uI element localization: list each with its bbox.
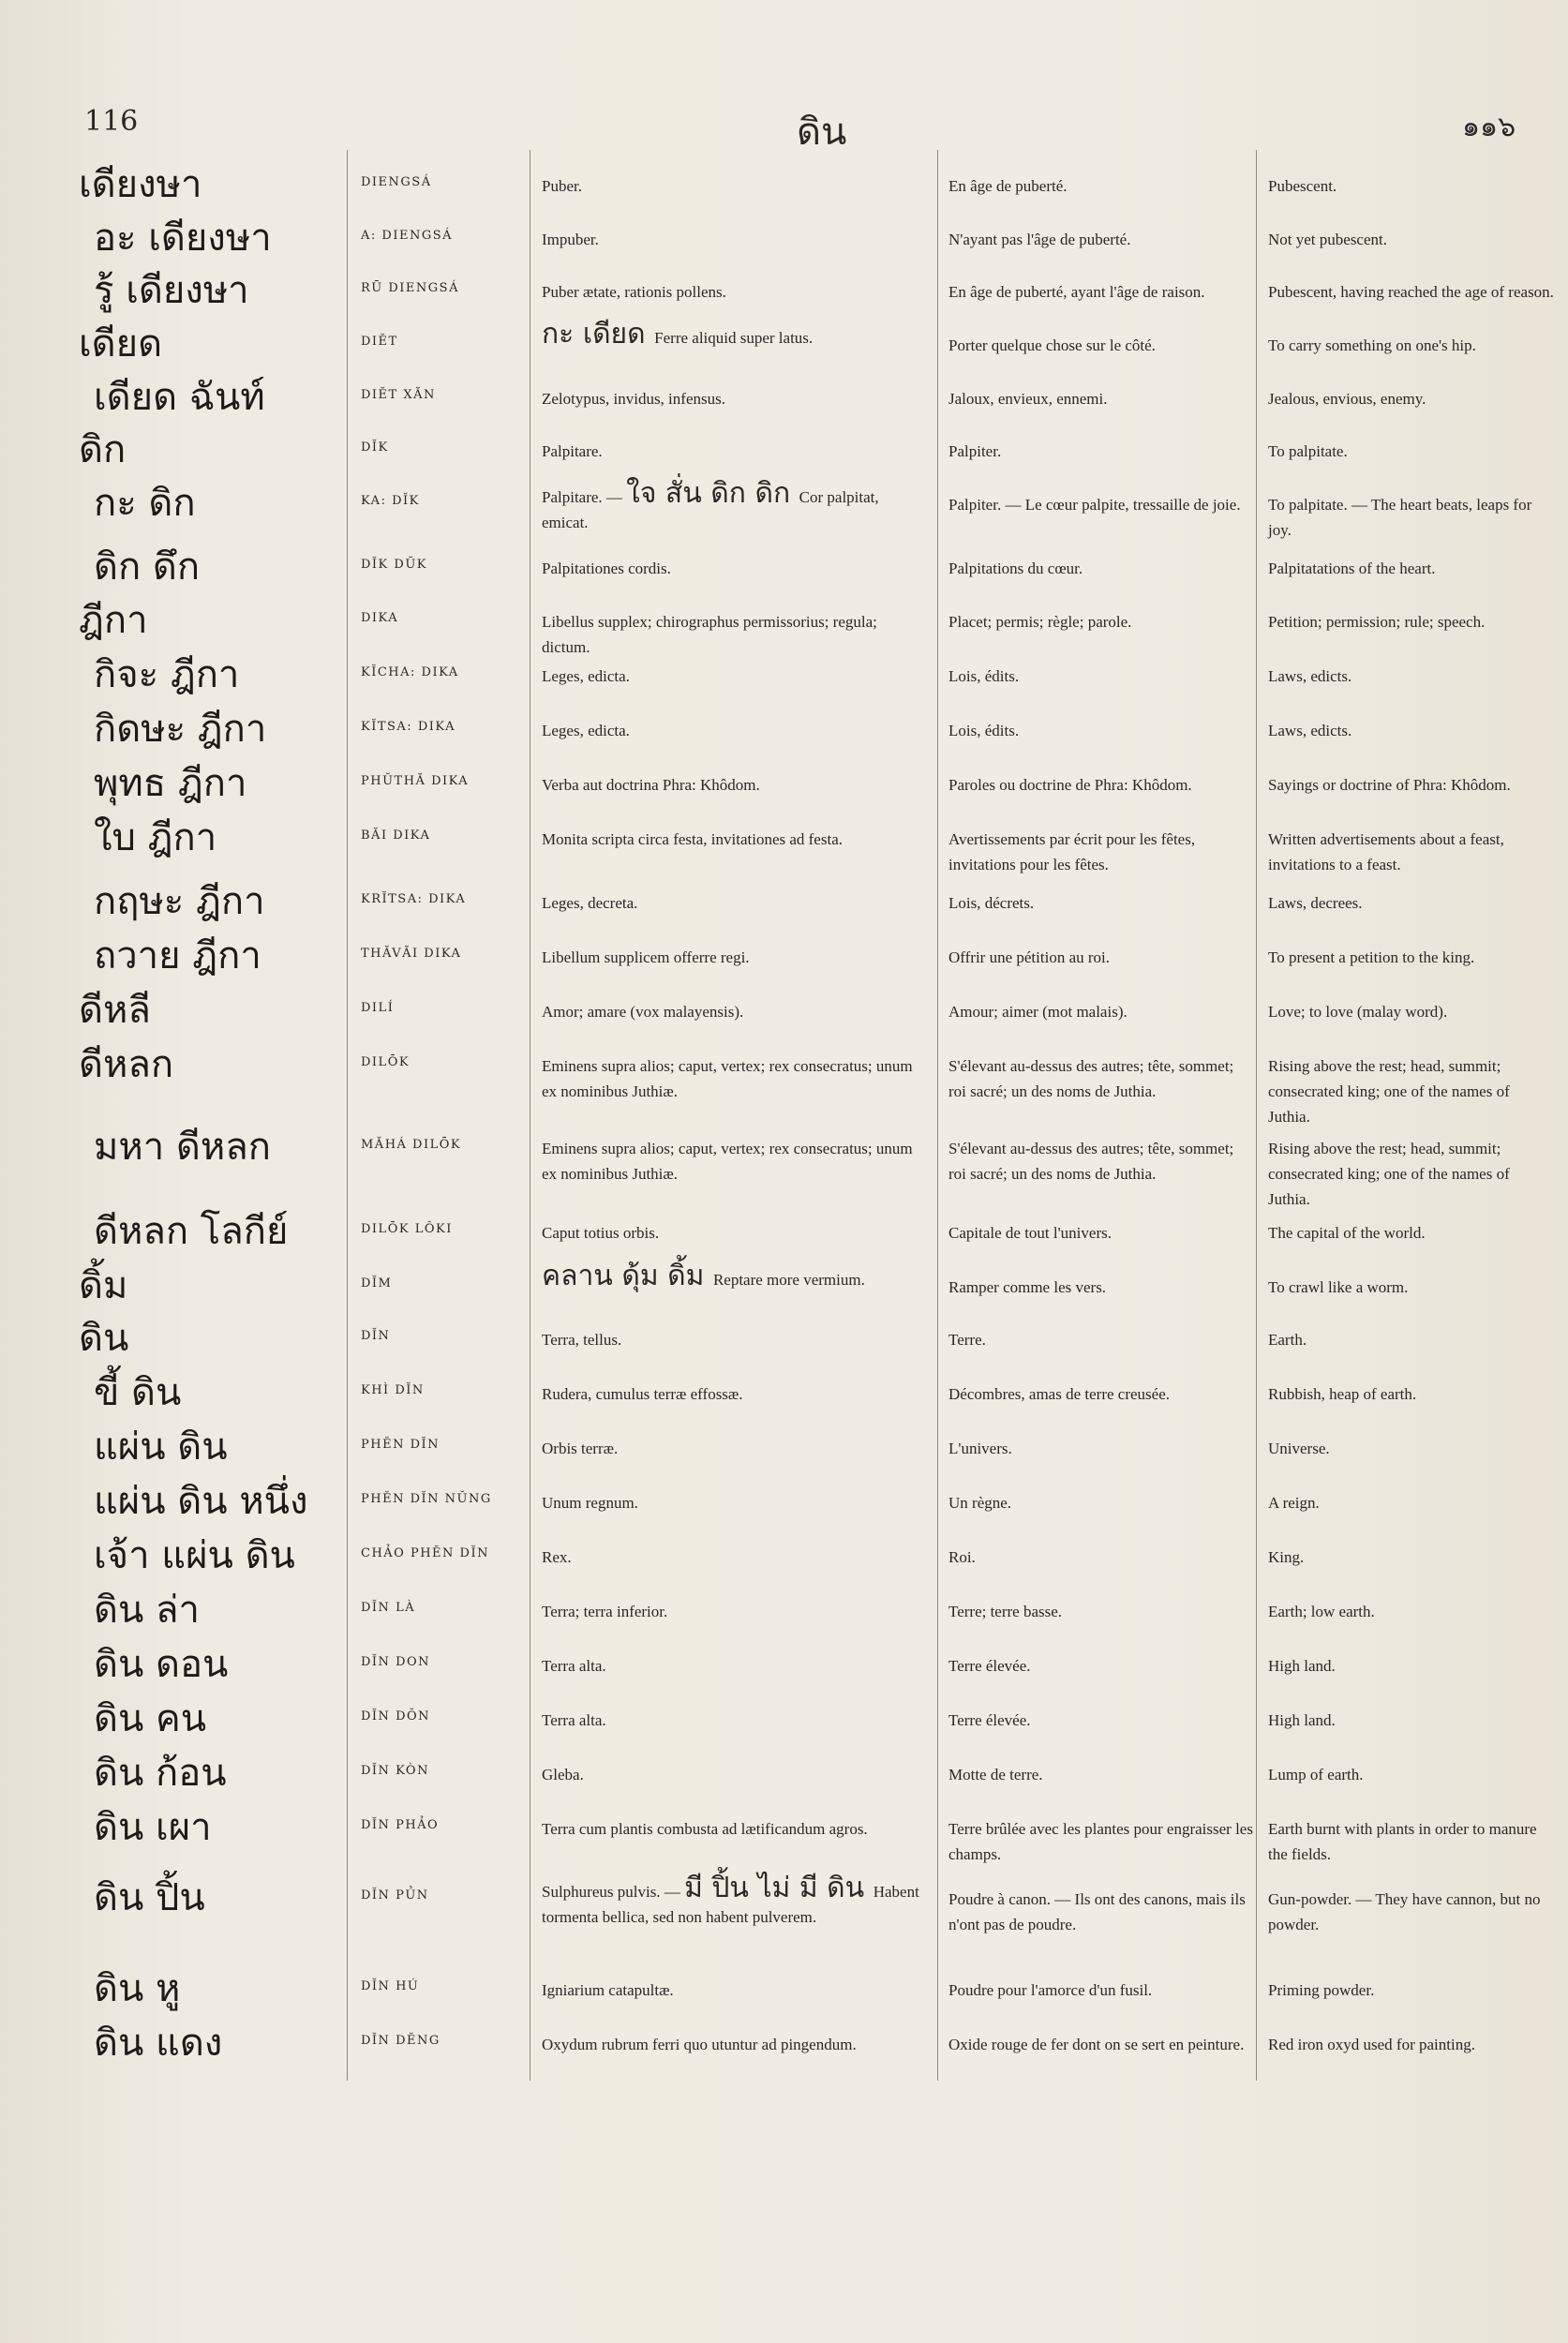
- french-definition: Palpiter.: [948, 442, 1002, 460]
- english-definition: Earth burnt with plants in order to manure the fields.: [1268, 1820, 1537, 1863]
- thai-headword: ดิน แดง: [94, 2022, 223, 2065]
- french-definition: S'élevant au-dessus des autres; tête, sommet; roi sacré; un des noms de Juthia.: [948, 1057, 1234, 1100]
- latin-text: Reptare more vermium.: [712, 1271, 865, 1289]
- thai-headword: แผ่น ดิน หนึ่ง: [94, 1480, 308, 1523]
- english-definition: High land.: [1268, 1657, 1336, 1675]
- latin-definition: [542, 556, 926, 581]
- english-definition: Sayings or doctrine of Phra: Khôdom.: [1268, 776, 1511, 794]
- romanization: DIKA: [361, 611, 399, 625]
- latin-text: Impuber.: [542, 231, 599, 248]
- romanization: DĬK DŬK: [361, 558, 427, 572]
- latin-text: Terra alta.: [542, 1711, 606, 1729]
- thai-headword: อะ เดียงษา: [94, 216, 272, 260]
- thai-headword: เดียด ฉันท์: [94, 376, 265, 419]
- english-definition: To palpitate.: [1268, 442, 1348, 460]
- latin-definition: [542, 1260, 926, 1292]
- english-definition: Rising above the rest; head, summit; consecrated king; one of the names of Juthia.: [1268, 1140, 1510, 1208]
- latin-text: Palpitare.: [542, 442, 603, 460]
- latin-text: Puber.: [542, 177, 582, 195]
- latin-definition: [542, 1436, 926, 1461]
- latin-text: Leges, decreta.: [542, 894, 638, 912]
- french-definition: Terre élevée.: [948, 1657, 1031, 1675]
- thai-headword: เจ้า แผ่น ดิน: [94, 1534, 295, 1577]
- french-definition: L'univers.: [948, 1440, 1012, 1457]
- latin-definition: [542, 1977, 926, 2003]
- english-definition: Rising above the rest; head, summit; consecrated king; one of the names of Juthia.: [1268, 1057, 1510, 1126]
- thai-headword: มหา ดีหลก: [94, 1126, 271, 1169]
- french-definition: S'élevant au-dessus des autres; tête, sommet; roi sacré; un des noms de Juthia.: [948, 1140, 1234, 1183]
- latin-text: Verba aut doctrina Phra: Khôdom.: [542, 776, 760, 794]
- latin-definition: [542, 318, 926, 351]
- latin-text: Eminens supra alios; caput, vertex; rex consecratus; unum ex nominibus Juthiæ.: [542, 1140, 913, 1183]
- thai-headword: แผ่น ดิน: [94, 1425, 228, 1469]
- french-definition: Porter quelque chose sur le côté.: [948, 336, 1156, 354]
- french-definition: N'ayant pas l'âge de puberté.: [948, 231, 1131, 248]
- romanization: CHẢO PHĔN DĬN: [361, 1546, 489, 1560]
- latin-definition: [542, 477, 926, 535]
- french-definition: En âge de puberté, ayant l'âge de raison.: [948, 283, 1205, 301]
- thai-headword: ฎีกา: [79, 599, 148, 642]
- latin-definition: [542, 386, 926, 411]
- latin-text: Terra alta.: [542, 1657, 606, 1675]
- latin-prefix: Sulphureus pulvis. —: [542, 1883, 685, 1901]
- thai-headword: ดิก ดึก: [94, 545, 201, 589]
- romanization: KA: DĬK: [361, 494, 420, 508]
- romanization: DĬN PỦN: [361, 1888, 429, 1903]
- latin-definition: [542, 1381, 926, 1407]
- french-definition: Terre.: [948, 1331, 986, 1349]
- latin-text: Caput totius orbis.: [542, 1224, 660, 1242]
- latin-definition: [542, 1136, 926, 1186]
- french-definition: Amour; aimer (mot malais).: [948, 1003, 1127, 1021]
- thai-headword: กิดษะ ฎีกา: [94, 708, 267, 751]
- romanization: DĬN PHẢO: [361, 1818, 440, 1832]
- romanization: DIENGSÁ: [361, 175, 432, 189]
- romanization: KĬTSA: DIKA: [361, 720, 455, 734]
- latin-text: Amor; amare (vox malayensis).: [542, 1003, 744, 1021]
- latin-definition: [542, 999, 926, 1024]
- latin-definition: [542, 1599, 926, 1624]
- latin-text: Unum regnum.: [542, 1494, 638, 1512]
- english-definition: Laws, edicts.: [1268, 667, 1352, 685]
- romanization: DĬM: [361, 1276, 393, 1291]
- latin-text: Libellus supplex; chirographus permissorius; regula; dictum.: [542, 613, 877, 656]
- latin-definition: [542, 1872, 926, 1930]
- thai-headword: ดิน ล่า: [94, 1589, 201, 1632]
- latin-definition: [542, 1545, 926, 1570]
- thai-headword: ดิน คน: [94, 1697, 207, 1740]
- romanization: DĬN DĔNG: [361, 2034, 441, 2048]
- thai-example: ใจ สั่น ดิก ดิก: [626, 477, 799, 510]
- romanization: BĂI DIKA: [361, 828, 431, 843]
- romanization: DILŌK: [361, 1055, 411, 1069]
- english-definition: Rubbish, heap of earth.: [1268, 1385, 1417, 1403]
- english-definition: Lump of earth.: [1268, 1766, 1364, 1783]
- french-definition: Poudre pour l'amorce d'un fusil.: [948, 1981, 1153, 1999]
- latin-definition: [542, 1653, 926, 1679]
- thai-headword: รู้ เดียงษา: [94, 269, 249, 312]
- latin-text: Eminens supra alios; caput, vertex; rex consecratus; unum ex nominibus Juthiæ.: [542, 1057, 913, 1100]
- thai-headword: เดียด: [79, 322, 163, 366]
- romanization: DĬN: [361, 1329, 391, 1343]
- english-definition: Pubescent, having reached the age of reason.: [1268, 283, 1554, 301]
- latin-definition: [542, 1708, 926, 1733]
- french-definition: Lois, édits.: [948, 722, 1020, 739]
- romanization: DILŌK LÔKI: [361, 1222, 453, 1236]
- french-definition: Palpitations du cœur.: [948, 560, 1083, 577]
- romanization: KHÌ DĬN: [361, 1383, 425, 1397]
- thai-example: คลาน ดุ้ม ดิ้ม: [542, 1260, 713, 1292]
- latin-text: Cor palpitat, emicat.: [542, 488, 879, 531]
- romanization: KRĬTSA: DIKA: [361, 892, 467, 906]
- column-divider: [1256, 150, 1257, 2081]
- romanization: DIĔT: [361, 335, 398, 349]
- french-definition: Capitale de tout l'univers.: [948, 1224, 1112, 1242]
- romanization: DĬK: [361, 440, 389, 455]
- latin-text: Orbis terræ.: [542, 1440, 619, 1457]
- french-definition: Jaloux, envieux, ennemi.: [948, 390, 1108, 408]
- thai-headword: ดีหลี: [79, 989, 151, 1032]
- latin-text: Puber ætate, rationis pollens.: [542, 283, 726, 301]
- romanization: A: DIENGSÁ: [361, 229, 454, 243]
- latin-definition: [542, 890, 926, 916]
- english-definition: A reign.: [1268, 1494, 1320, 1512]
- thai-headword: ดิก: [79, 428, 127, 471]
- latin-definition: [542, 173, 926, 199]
- english-definition: Love; to love (malay word).: [1268, 1003, 1448, 1021]
- thai-headword: เดียงษา: [79, 163, 202, 206]
- thai-headword: ดิ้ม: [79, 1264, 128, 1307]
- page-headword: ดิน: [797, 111, 847, 154]
- page-number-left: 116: [84, 105, 139, 138]
- romanization: DĬN DON: [361, 1655, 431, 1669]
- english-definition: Palpitatations of the heart.: [1268, 560, 1436, 577]
- thai-headword: กะ ดิก: [94, 482, 196, 525]
- latin-text: Rudera, cumulus terræ effossæ.: [542, 1385, 743, 1403]
- english-definition: High land.: [1268, 1711, 1336, 1729]
- english-definition: Jealous, envious, enemy.: [1268, 390, 1426, 408]
- latin-text: Terra; terra inferior.: [542, 1603, 668, 1620]
- romanization: PHĔN DĬN: [361, 1438, 441, 1452]
- romanization: DĬN KÒN: [361, 1764, 429, 1778]
- latin-definition: [542, 664, 926, 689]
- romanization: MĂHÁ DILŌK: [361, 1138, 462, 1152]
- english-definition: Laws, edicts.: [1268, 722, 1352, 739]
- english-definition: King.: [1268, 1548, 1305, 1566]
- french-definition: Terre élevée.: [948, 1711, 1031, 1729]
- latin-definition: [542, 945, 926, 970]
- thai-headword: ใบ ฎีกา: [94, 816, 217, 859]
- thai-headword: ขี้ ดิน: [94, 1371, 182, 1414]
- english-definition: Universe.: [1268, 1440, 1330, 1457]
- latin-text: Rex.: [542, 1548, 572, 1566]
- latin-text: Terra cum plantis combusta ad lætificandum agros.: [542, 1820, 868, 1838]
- thai-example: กะ เดียด: [542, 318, 655, 351]
- french-definition: Placet; permis; règle; parole.: [948, 613, 1132, 631]
- thai-headword: ดิน หู: [94, 1967, 181, 2010]
- romanization: DILÍ: [361, 1001, 395, 1015]
- latin-definition: [542, 2032, 926, 2057]
- thai-headword: กิจะ ฎีกา: [94, 653, 240, 696]
- french-definition: Ramper comme les vers.: [948, 1278, 1107, 1296]
- thai-headword: ดิน: [79, 1317, 129, 1360]
- latin-text: Ferre aliquid super latus.: [654, 329, 814, 347]
- english-definition: Priming powder.: [1268, 1981, 1375, 1999]
- latin-text: Monita scripta circa festa, invitationes ad festa.: [542, 830, 843, 848]
- latin-text: Libellum supplicem offerre regi.: [542, 948, 750, 966]
- latin-definition: [542, 1053, 926, 1104]
- latin-definition: [542, 1220, 926, 1246]
- romanization: THĂVĂI DIKA: [361, 947, 462, 961]
- thai-headword: พุทธ ฎีกา: [94, 762, 247, 805]
- thai-headword: ดีหลก: [79, 1043, 174, 1086]
- english-definition: To present a petition to the king.: [1268, 948, 1475, 966]
- latin-text: Gleba.: [542, 1766, 584, 1783]
- latin-definition: [542, 227, 926, 252]
- latin-text: Zelotypus, invidus, infensus.: [542, 390, 725, 408]
- english-definition: Petition; permission; rule; speech.: [1268, 613, 1486, 631]
- french-definition: Palpiter. — Le cœur palpite, tressaille de joie.: [948, 496, 1241, 514]
- thai-headword: ดีหลก โลกีย์: [94, 1210, 289, 1253]
- page-number-right: ๑๑๖: [1462, 111, 1516, 143]
- french-definition: Lois, décrets.: [948, 894, 1035, 912]
- latin-definition: [542, 1762, 926, 1787]
- english-definition: To carry something on one's hip.: [1268, 336, 1476, 354]
- thai-headword: ถวาย ฎีกา: [94, 934, 261, 977]
- thai-headword: ดิน เผา: [94, 1806, 212, 1849]
- latin-text: Igniarium catapultæ.: [542, 1981, 674, 1999]
- latin-definition: [542, 609, 926, 660]
- english-definition: Pubescent.: [1268, 177, 1337, 195]
- french-definition: Terre brûlée avec les plantes pour engraisser les champs.: [948, 1820, 1253, 1863]
- latin-definition: [542, 1490, 926, 1515]
- french-definition: Oxide rouge de fer dont on se sert en peinture.: [948, 2036, 1245, 2053]
- latin-text: Leges, edicta.: [542, 722, 630, 739]
- romanization: DĬN DŎN: [361, 1709, 431, 1724]
- thai-headword: ดิน ปิ้น: [94, 1876, 205, 1919]
- latin-definition: [542, 1816, 926, 1842]
- latin-text: Habent tormenta bellica, sed non habent pulverem.: [542, 1883, 919, 1926]
- english-definition: Earth; low earth.: [1268, 1603, 1375, 1620]
- romanization: PHŬTHĂ DIKA: [361, 774, 470, 788]
- french-definition: Roi.: [948, 1548, 976, 1566]
- romanization: KĬCHA: DIKA: [361, 665, 459, 679]
- latin-definition: [542, 718, 926, 743]
- french-definition: Terre; terre basse.: [948, 1603, 1063, 1620]
- latin-definition: [542, 772, 926, 798]
- french-definition: Offrir une pétition au roi.: [948, 948, 1111, 966]
- thai-headword: ดิน ก้อน: [94, 1752, 227, 1795]
- latin-text: Palpitationes cordis.: [542, 560, 671, 577]
- thai-headword: กฤษะ ฎีกา: [94, 880, 265, 923]
- latin-definition: [542, 827, 926, 852]
- column-divider: [347, 150, 348, 2081]
- latin-definition: [542, 279, 926, 305]
- romanization: RŪ DIENGSÁ: [361, 281, 459, 295]
- english-definition: To palpitate. — The heart beats, leaps for joy.: [1268, 496, 1532, 539]
- english-definition: Red iron oxyd used for painting.: [1268, 2036, 1475, 2053]
- latin-text: Terra, tellus.: [542, 1331, 622, 1349]
- latin-text: Oxydum rubrum ferri quo utuntur ad pingendum.: [542, 2036, 857, 2053]
- french-definition: En âge de puberté.: [948, 177, 1068, 195]
- french-definition: Motte de terre.: [948, 1766, 1043, 1783]
- column-divider: [937, 150, 938, 2081]
- romanization: DIĔT XĂN: [361, 388, 436, 402]
- english-definition: Earth.: [1268, 1331, 1307, 1349]
- english-definition: Not yet pubescent.: [1268, 231, 1387, 248]
- french-definition: Décombres, amas de terre creusée.: [948, 1385, 1170, 1403]
- french-definition: Lois, édits.: [948, 667, 1020, 685]
- french-definition: Avertissements par écrit pour les fêtes, invitations pour les fêtes.: [948, 830, 1196, 873]
- latin-definition: [542, 439, 926, 464]
- french-definition: Un règne.: [948, 1494, 1012, 1512]
- latin-text: Leges, edicta.: [542, 667, 630, 685]
- thai-headword: ดิน ดอน: [94, 1643, 229, 1686]
- latin-definition: [542, 1327, 926, 1352]
- romanization: PHĔN DĬN NŬNG: [361, 1492, 492, 1506]
- latin-prefix: Palpitare. —: [542, 488, 627, 506]
- english-definition: Written advertisements about a feast, invitations to a feast.: [1268, 830, 1504, 873]
- english-definition: The capital of the world.: [1268, 1224, 1426, 1242]
- romanization: DĬN LÀ: [361, 1601, 416, 1615]
- english-definition: Gun-powder. — They have cannon, but no powder.: [1268, 1890, 1541, 1933]
- english-definition: To crawl like a worm.: [1268, 1278, 1409, 1296]
- french-definition: Paroles ou doctrine de Phra: Khôdom.: [948, 776, 1192, 794]
- english-definition: Laws, decrees.: [1268, 894, 1363, 912]
- thai-example: มี ปิ้น ไม่ มี ดิน: [684, 1872, 874, 1904]
- romanization: DĬN HÚ: [361, 1979, 420, 1993]
- french-definition: Poudre à canon. — Ils ont des canons, mais ils n'ont pas de poudre.: [948, 1890, 1246, 1933]
